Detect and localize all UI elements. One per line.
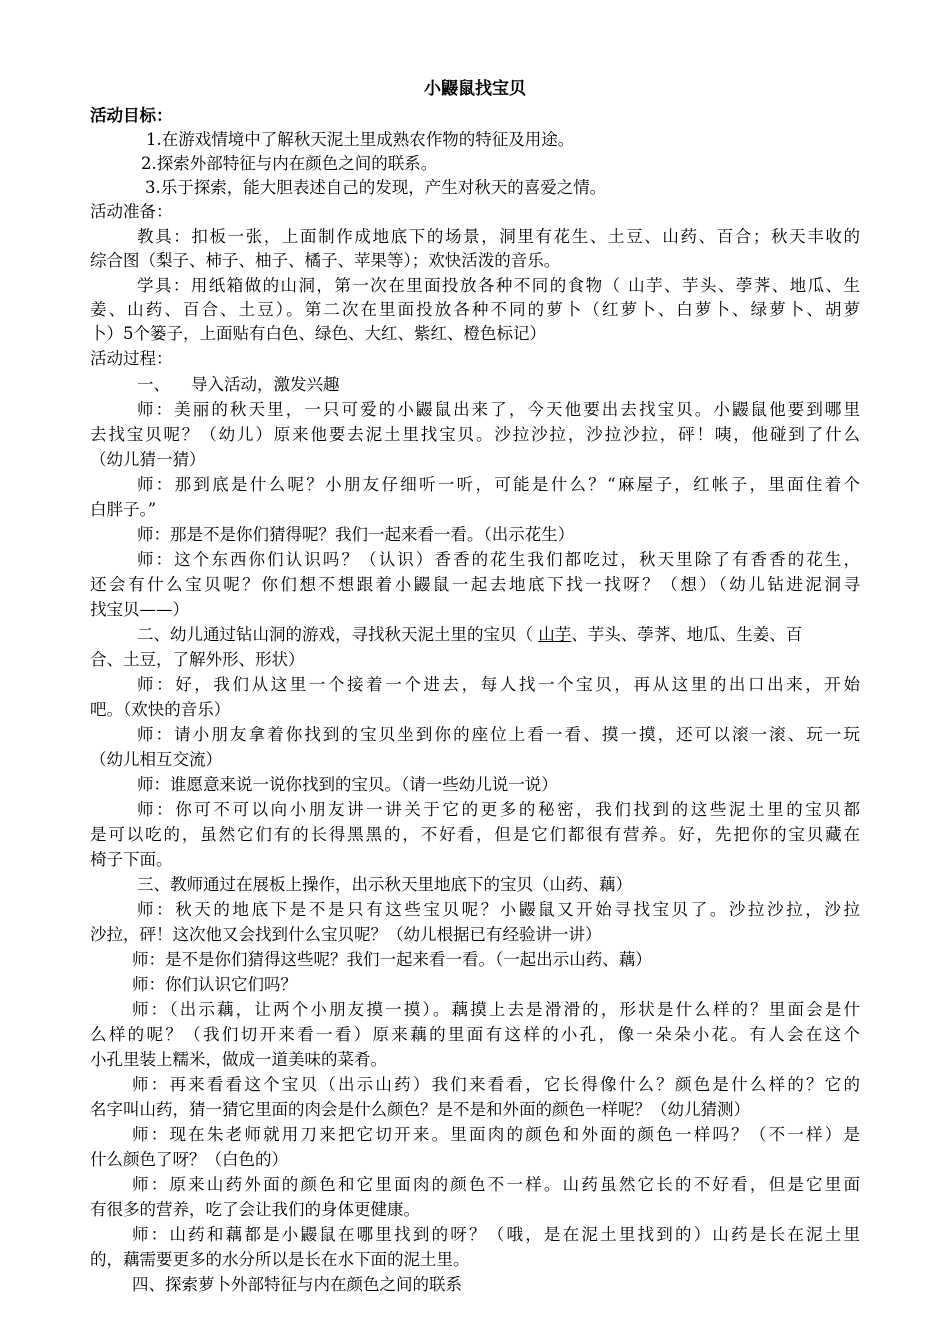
paragraph-line: 师：请小朋友拿着你找到的宝贝坐到你的座位上看一看、摸一摸，还可以滚一滚、玩一玩 [137, 725, 860, 744]
paragraph-line: （幼儿相互交流） [90, 750, 222, 769]
prep-student-line: 姜、山药、百合、土豆）。第二次在里面投放各种不同的萝卜（红萝卜、白萝卜、绿萝卜、胡萝 [90, 300, 860, 319]
paragraph-line: 名字叫山药，猜一猜它里面的肉会是什么颜色？是不是和外面的颜色一样呢？（幼儿猜测） [90, 1100, 750, 1119]
prep-heading: 活动准备： [90, 202, 173, 221]
document-title: 小鼹鼠找宝贝 [424, 79, 526, 99]
paragraph-line: 白胖子。” [90, 500, 157, 519]
paragraph-line: 找宝贝——） [90, 600, 189, 619]
paragraph-line: 师：秋天的地底下是不是只有这些宝贝呢？小鼹鼠又开始寻找宝贝了。沙拉沙拉，沙拉 [137, 900, 860, 919]
paragraph-line: 师：谁愿意来说一说你找到的宝贝。（请一些幼儿说一说） [137, 775, 558, 794]
paragraph-line: 师：这个东西你们认识吗？（认识）香香的花生我们都吃过，秋天里除了有香香的花生， [137, 550, 860, 569]
paragraph-line: 师：现在朱老师就用刀来把它切开来。里面肉的颜色和外面的颜色一样吗？（不一样）是 [132, 1125, 860, 1144]
paragraph-line: 师：那是不是你们猜得呢？我们一起来看一看。（出示花生） [137, 525, 575, 544]
paragraph-line: 的，藕需要更多的水分所以是长在水下面的泥土里。 [90, 1250, 470, 1269]
paragraph-line: 师：山药和藕都是小鼹鼠在哪里找到的呀？（哦，是在泥土里找到的）山药是长在泥土里 [132, 1225, 860, 1244]
prep-student-line: 学具：用纸箱做的山洞，第一次在里面投放各种不同的食物（ 山芋、芋头、荸荠、地瓜、生 [137, 276, 860, 295]
prep-student-line: 卜）5个篓子，上面贴有白色、绿色、大红、紫红、橙色标记） [90, 324, 546, 343]
paragraph-line: 还会有什么宝贝呢？你们想不想跟着小鼹鼠一起去地底下找一找呀？（想）（幼儿钻进泥洞寻 [90, 575, 860, 594]
paragraph-line: 师：那到底是什么呢？小朋友仔细听一听，可能是什么？“麻屋子，红帐子，里面住着个 [137, 475, 860, 494]
goals-heading: 活动目标： [90, 106, 173, 125]
paragraph-line: 师：你们认识它们吗？ [132, 975, 297, 994]
paragraph-line: 师：（出示藕，让两个小朋友摸一摸）。藕摸上去是滑滑的，形状是什么样的？里面会是什 [132, 1000, 860, 1019]
paragraph-line: 是可以吃的，虽然它们有的长得黑黑的，不好看，但是它们都很有营养。好，先把你的宝贝藏在 [90, 825, 860, 844]
paragraph-line: 师：是不是你们猜得这些呢？我们一起来看一看。（一起出示山药、藕） [132, 950, 652, 969]
paragraph-line: 沙拉，砰！这次他又会找到什么宝贝呢？（幼儿根据已有经验讲一讲） [90, 925, 602, 944]
prep-teacher-line: 教具：扣板一张，上面制作成地底下的场景，洞里有花生、土豆、山药、百合；秋天丰收的 [137, 227, 860, 246]
section-3-heading: 三、教师通过在展板上操作，出示秋天里地底下的宝贝（山药、藕） [137, 875, 632, 894]
paragraph-line: 师：好，我们从这里一个接着一个进去，每人找一个宝贝，再从这里的出口出来，开始 [137, 675, 860, 694]
paragraph-line: 师：你可不可以向小朋友讲一讲关于它的更多的秘密，我们找到的这些泥土里的宝贝都 [137, 800, 860, 819]
prep-teacher-line: 综合图（梨子、柿子、柚子、橘子、苹果等）；欢快活泼的音乐。 [90, 251, 561, 270]
process-heading: 活动过程： [90, 349, 173, 368]
section-1-heading: 一、 导入活动，激发兴趣 [137, 375, 340, 394]
paragraph-line: 师：再来看看这个宝贝（出示山药）我们来看看，它长得像什么？颜色是什么样的？它的 [132, 1075, 860, 1094]
paragraph-line: 师：原来山药外面的颜色和它里面肉的颜色不一样。山药虽然它长的不好看，但是它里面 [132, 1175, 860, 1194]
paragraph-line: 么样的呢？（我们切开来看一看）原来藕的里面有这样的小孔，像一朵朵小花。有人会在这个 [90, 1025, 860, 1044]
paragraph-line: 椅子下面。 [90, 850, 173, 869]
section-2-line: 合、土豆，了解外形、形状） [90, 650, 305, 669]
paragraph-line: 师：美丽的秋天里，一只可爱的小鼹鼠出来了，今天他要出去找宝贝。小鼹鼠他要到哪里 [137, 400, 860, 419]
paragraph-line: 去找宝贝呢？（幼儿）原来他要去泥土里找宝贝。沙拉沙拉，沙拉沙拉，砰！咦，他碰到了什么 [90, 425, 860, 444]
section-2-text: 二、幼儿通过钻山洞的游戏，寻找秋天泥土里的宝贝（ [137, 625, 539, 644]
section-2-heading [137, 623, 860, 647]
section-4-heading: 四、探索萝卜外部特征与内在颜色之间的联系 [132, 1275, 462, 1294]
paragraph-line: 小孔里装上糯米，做成一道美味的菜肴。 [90, 1050, 387, 1069]
paragraph-line: 什么颜色了呀？（白色的） [90, 1150, 288, 1169]
underlined-term: 山芋 [538, 625, 572, 644]
paragraph-line: （幼儿猜一猜） [90, 450, 206, 469]
paragraph-line: 吧。（欢快的音乐） [90, 700, 231, 719]
section-2-text: 、芋头、荸荠、地瓜、生姜、百 [571, 625, 803, 644]
paragraph-line: 有很多的营养，吃了会让我们的身体更健康。 [90, 1200, 420, 1219]
goal-item: 2.探索外部特征与内在颜色之间的联系。 [141, 154, 438, 173]
goal-item: 3.乐于探索，能大胆表述自己的发现，产生对秋天的喜爱之情。 [145, 178, 607, 197]
goal-item: 1.在游戏情境中了解秋天泥土里成熟农作物的特征及用途。 [146, 130, 575, 149]
